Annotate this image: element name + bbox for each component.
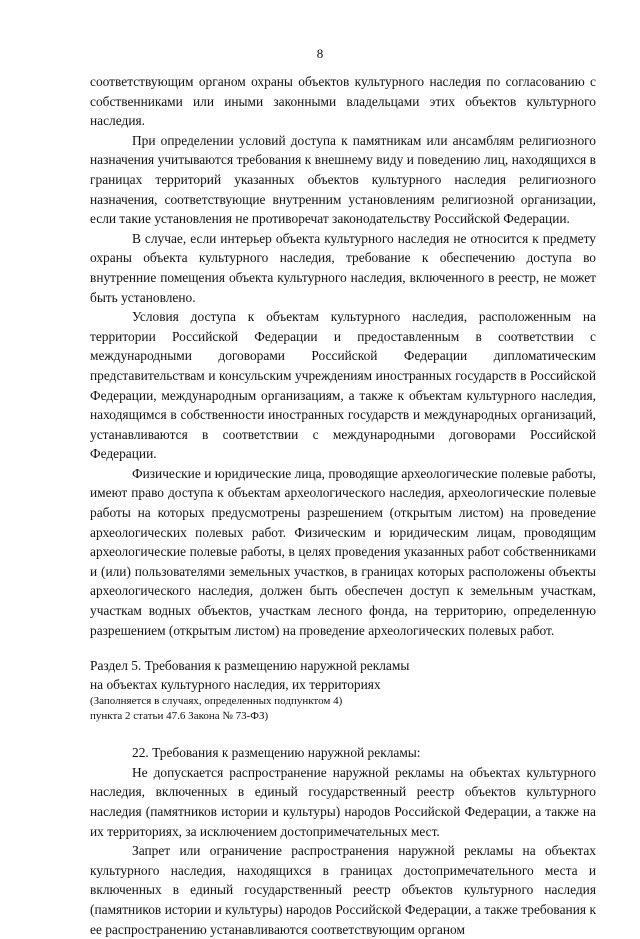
section-title-line-1: Раздел 5. Требования к размещению наружной рекламы (90, 658, 410, 674)
paragraph-continuation: соответствующим органом охраны объектов культурного наследия по согласованию с собственниками или иными законными владельцами этих объектов культурного наследия. (90, 74, 596, 129)
paragraph-advertising-restriction: Запрет или ограничение распространения наружной рекламы на объектах культурного наследия, находящихся в границах достопримечательного места и включенных в единый государственный реестр объектов культурного наследия (памятников истории и культуры) народов Российской Федерации, а также требования к ее распространению устанавливаются соответствующим органом (90, 843, 596, 937)
spacer (90, 735, 596, 743)
paragraph-religious-access: При определении условий доступа к памятникам или ансамблям религиозного назначения учитываются требования к внешнему виду и поведению лиц, находящихся в границах территорий указанных объектов культурного наследия религиозного назначения, соответствующие внутренним установлениям религиозной организации, если такие установления не противоречат законодательству Российской Федерации. (90, 132, 596, 227)
paragraph-advertising-prohibition: Не допускается распространение наружной рекламы на объектах культурного наследия, включенных в единый государственный реестр объектов культурного наследия (памятников истории и культуры) народов Российской Федерации, а также на их территориях, за исключением достопримечательных мест. (90, 764, 596, 839)
section-note-line-2: пункта 2 статьи 47.6 Закона № 73-ФЗ) (90, 709, 269, 722)
document-body (90, 72, 596, 939)
paragraph-diplomatic-access: Условия доступа к объектам культурного наследия, расположенным на территории Российской Федерации и предоставленным в соответствии с международными договорами Российской Федерации дипломатическим представительствам и консульским учреждениям иностранных государств в Российской Федерации, международным организациям, а также к объектам культурного наследия, находящимся в собственности иностранных государств и международных организаций, устанавливаются в соответствии с международными договорами Российской Федерации. (90, 309, 596, 462)
paragraph-interior-access: В случае, если интерьер объекта культурного наследия не относится к предмету охраны объекта культурного наследия, требование к обеспечению доступа во внутренние помещения объекта культурного наследия, включенного в реестр, не может быть установлено. (90, 230, 596, 305)
section-5-header (90, 656, 596, 723)
item-22-heading: 22. Требования к размещению наружной рекламы: (132, 745, 421, 761)
section-title-line-2: на объектах культурного наследия, их территориях (90, 677, 381, 693)
section-note-line-1: (Заполняется в случаях, определенных подпунктом 4) (90, 695, 343, 708)
paragraph-archaeological-access: Физические и юридические лица, проводящие археологические полевые работы, имеют право доступа к объектам археологического наследия, археологические полевые работы на которых предусмотрены разрешением (открытым листом) на проведение археологических полевых работ. Физическим и юридическим лицам, проводящим археологические полевые работы, в целях проведения указанных работ собственниками и (или) пользователями земельных участков, в границах которых расположены объекты археологического наследия, должен быть обеспечен доступ к земельным участкам, участкам водных объектов, участкам лесного фонда, на территорию, определенную разрешением (открытым листом) на проведение археологических полевых работ. (90, 465, 596, 638)
page-number: 8 (316, 46, 324, 61)
